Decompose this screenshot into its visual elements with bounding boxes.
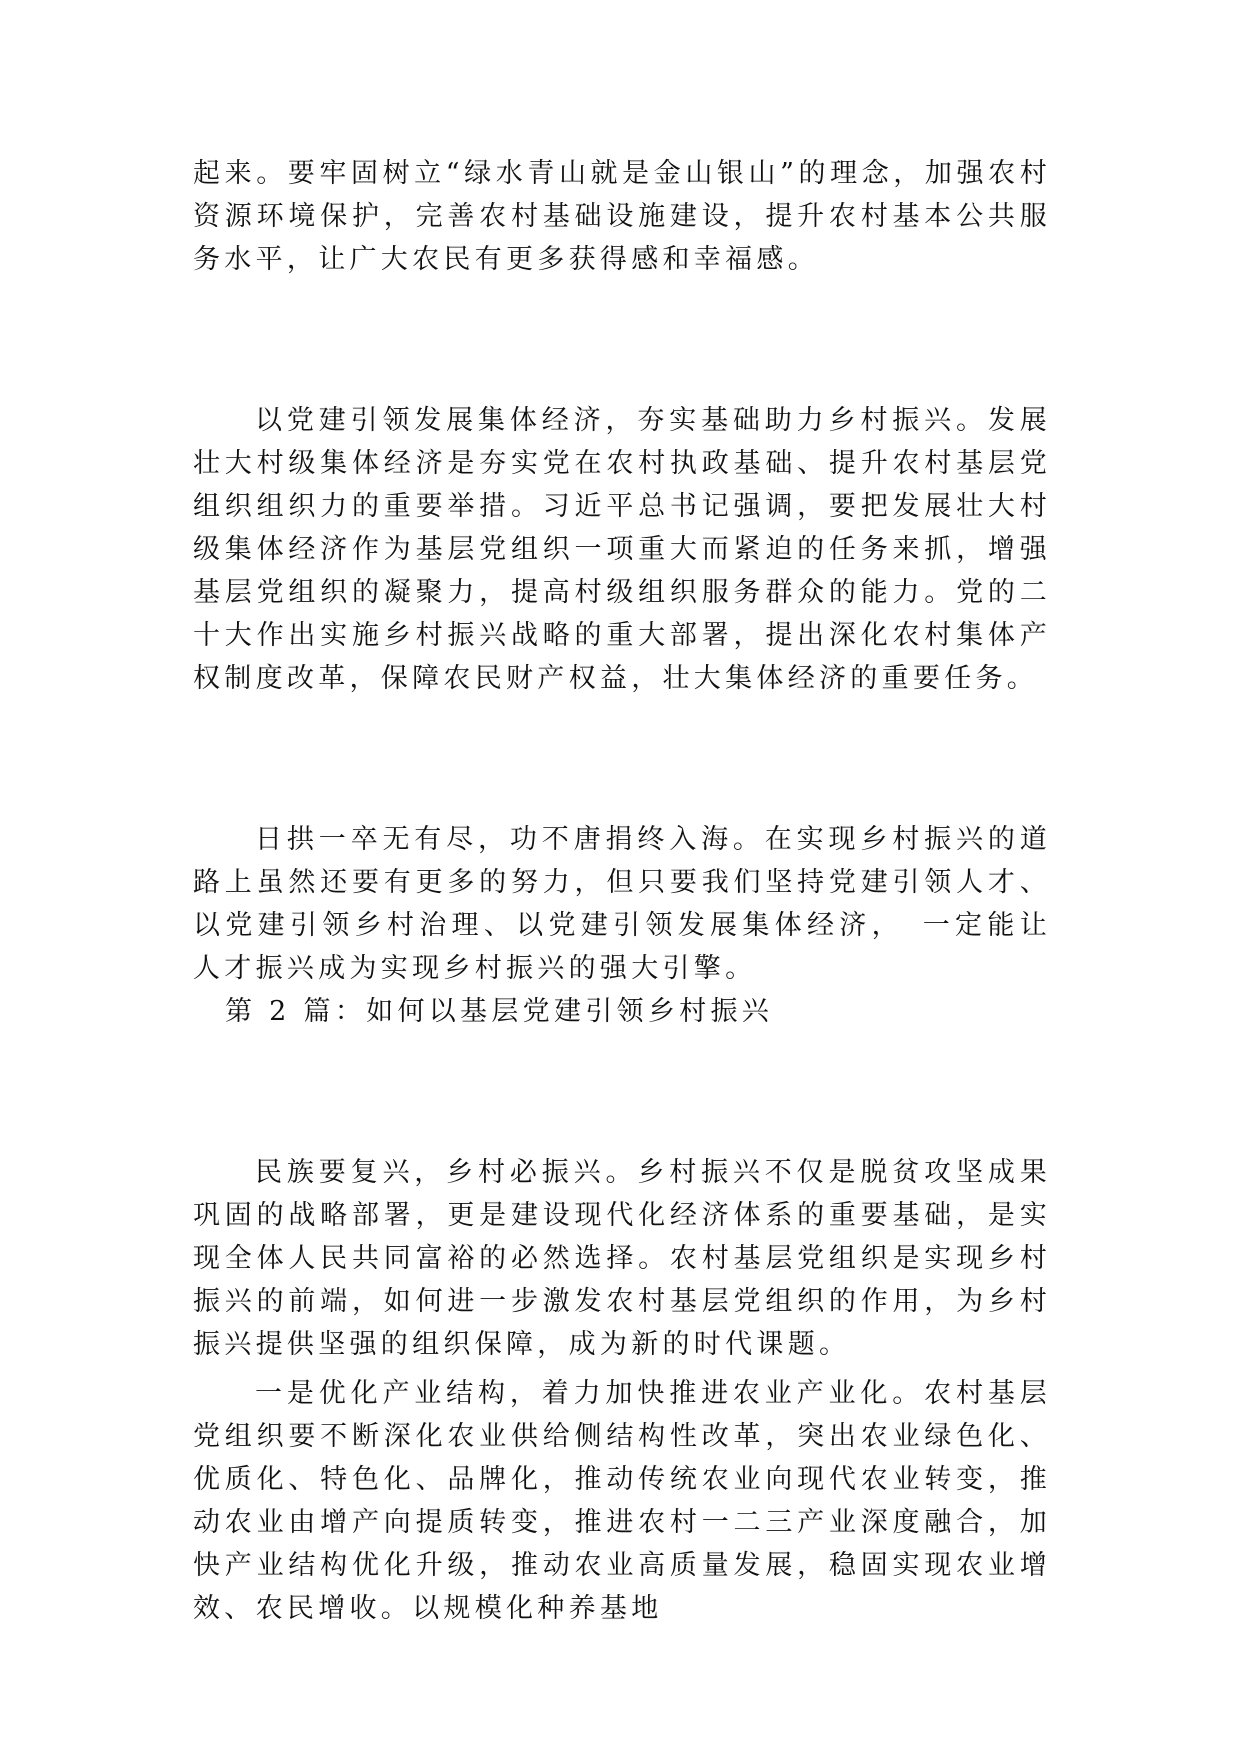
paragraph-collective-economy: 以党建引领发展集体经济，夯实基础助力乡村振兴。发展壮大村级集体经济是夯实党在农村执政基础、提升农村基层党组织组织力的重要举措。习近平总书记强调，要把发展壮大村级集体经济作为基层党组织一项重大而紧迫的任务来抓，增强基层党组织的凝聚力，提高村级组织服务群众的能力。党的二十大作出实施乡村振兴战略的重大部署，提出深化农村集体产权制度改革，保障农民财产权益，壮大集体经济的重要任务。 bbox=[193, 405, 1051, 694]
spacer bbox=[193, 700, 1051, 818]
document-page bbox=[193, 152, 1051, 1630]
section-heading: 第 2 篇：如何以基层党建引领乡村振兴 bbox=[225, 996, 774, 1027]
spacer bbox=[193, 1033, 1051, 1151]
spacer bbox=[193, 281, 1051, 399]
paragraph-industry-structure: 一是优化产业结构，着力加快推进农业产业化。农村基层党组织要不断深化农业供给侧结构性改革，突出农业绿色化、优质化、特色化、品牌化，推动传统农业向现代农业转变，推动农业由增产向提质转变，推进农村一二三产业深度融合，加快产业结构优化升级，推动农业高质量发展，稳固实现农业增效、农民增收。以规模化种养基地 bbox=[193, 1378, 1051, 1624]
paragraph-introduction: 民族要复兴，乡村必振兴。乡村振兴不仅是脱贫攻坚成果巩固的战略部署，更是建设现代化经济体系的重要基础，是实现全体人民共同富裕的必然选择。农村基层党组织是实现乡村振兴的前端，如何进一步激发农村基层党组织的作用，为乡村振兴提供坚强的组织保障，成为新的时代课题。 bbox=[193, 1157, 1051, 1360]
paragraph-conclusion: 日拱一卒无有尽，功不唐捐终入海。在实现乡村振兴的道路上虽然还要有更多的努力，但只要我们坚持党建引领人才、以党建引领乡村治理、以党建引领发展集体经济， 一定能让人才振兴成为实现乡村振兴的强大引擎。 bbox=[193, 824, 1051, 984]
paragraph-continuation: 起来。要牢固树立“绿水青山就是金山银山”的理念，加强农村资源环境保护，完善农村基础设施建设，提升农村基本公共服务水平，让广大农民有更多获得感和幸福感。 bbox=[193, 158, 1051, 275]
